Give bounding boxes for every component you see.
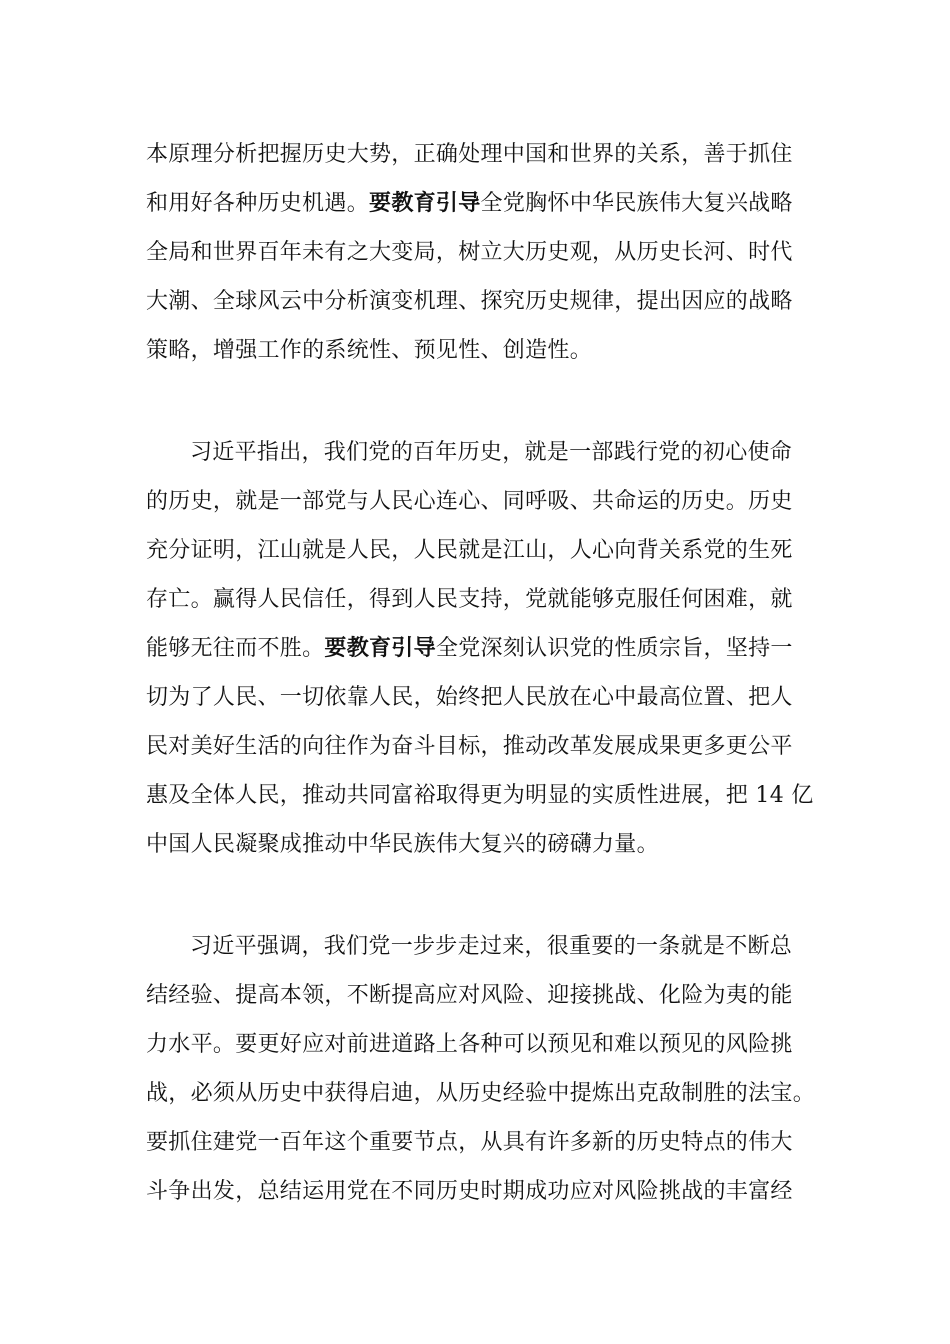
paragraph-line: 和用好各种历史机遇。要教育引导全党胸怀中华民族伟大复兴战略 — [146, 191, 793, 216]
bold-phrase: 要教育引导 — [369, 191, 481, 216]
bold-phrase: 要教育引导 — [324, 636, 436, 661]
paragraph-line: 民对美好生活的向往作为奋斗目标，推动改革发展成果更多更公平 — [146, 734, 793, 759]
paragraph-line: 战，必须从历史中获得启迪，从历史经验中提炼出克敌制胜的法宝。 — [146, 1081, 816, 1106]
paragraph-line: 切为了人民、一切依靠人民，始终把人民放在心中最高位置、把人 — [146, 685, 793, 710]
paragraph-line: 结经验、提高本领，不断提高应对风险、迎接挑战、化险为夷的能 — [146, 983, 793, 1008]
paragraph-line: 全局和世界百年未有之大变局，树立大历史观，从历史长河、时代 — [146, 240, 793, 265]
paragraph-1 — [146, 130, 826, 375]
paragraph-line: 本原理分析把握历史大势，正确处理中国和世界的关系，善于抓住 — [146, 142, 793, 167]
paragraph-line: 力水平。要更好应对前进道路上各种可以预见和难以预见的风险挑 — [146, 1032, 793, 1057]
paragraph-line: 充分证明，江山就是人民，人民就是江山，人心向背关系党的生死 — [146, 538, 793, 563]
paragraph-line: 中国人民凝聚成推动中华民族伟大复兴的磅礴力量。 — [146, 832, 659, 857]
paragraph-line: 能够无往而不胜。要教育引导全党深刻认识党的性质宗旨，坚持一 — [146, 636, 793, 661]
paragraph-line: 存亡。赢得人民信任，得到人民支持，党就能够克服任何困难，就 — [146, 587, 793, 612]
paragraph-line: 习近平指出，我们党的百年历史，就是一部践行党的初心使命 — [190, 440, 793, 465]
paragraph-3 — [146, 922, 826, 1216]
paragraph-line: 的历史，就是一部党与人民心连心、同呼吸、共命运的历史。历史 — [146, 489, 793, 514]
paragraph-line: 要抓住建党一百年这个重要节点，从具有许多新的历史特点的伟大 — [146, 1130, 793, 1155]
paragraph-line: 习近平强调，我们党一步步走过来，很重要的一条就是不断总 — [190, 934, 793, 959]
paragraph-2 — [146, 428, 826, 869]
paragraph-line: 大潮、全球风云中分析演变机理、探究历史规律，提出因应的战略 — [146, 289, 793, 314]
paragraph-line: 斗争出发，总结运用党在不同历史时期成功应对风险挑战的丰富经 — [146, 1179, 793, 1204]
paragraph-line: 策略，增强工作的系统性、预见性、创造性。 — [146, 338, 593, 363]
paragraph-line: 惠及全体人民，推动共同富裕取得更为明显的实质性进展，把 14 亿 — [146, 783, 814, 808]
